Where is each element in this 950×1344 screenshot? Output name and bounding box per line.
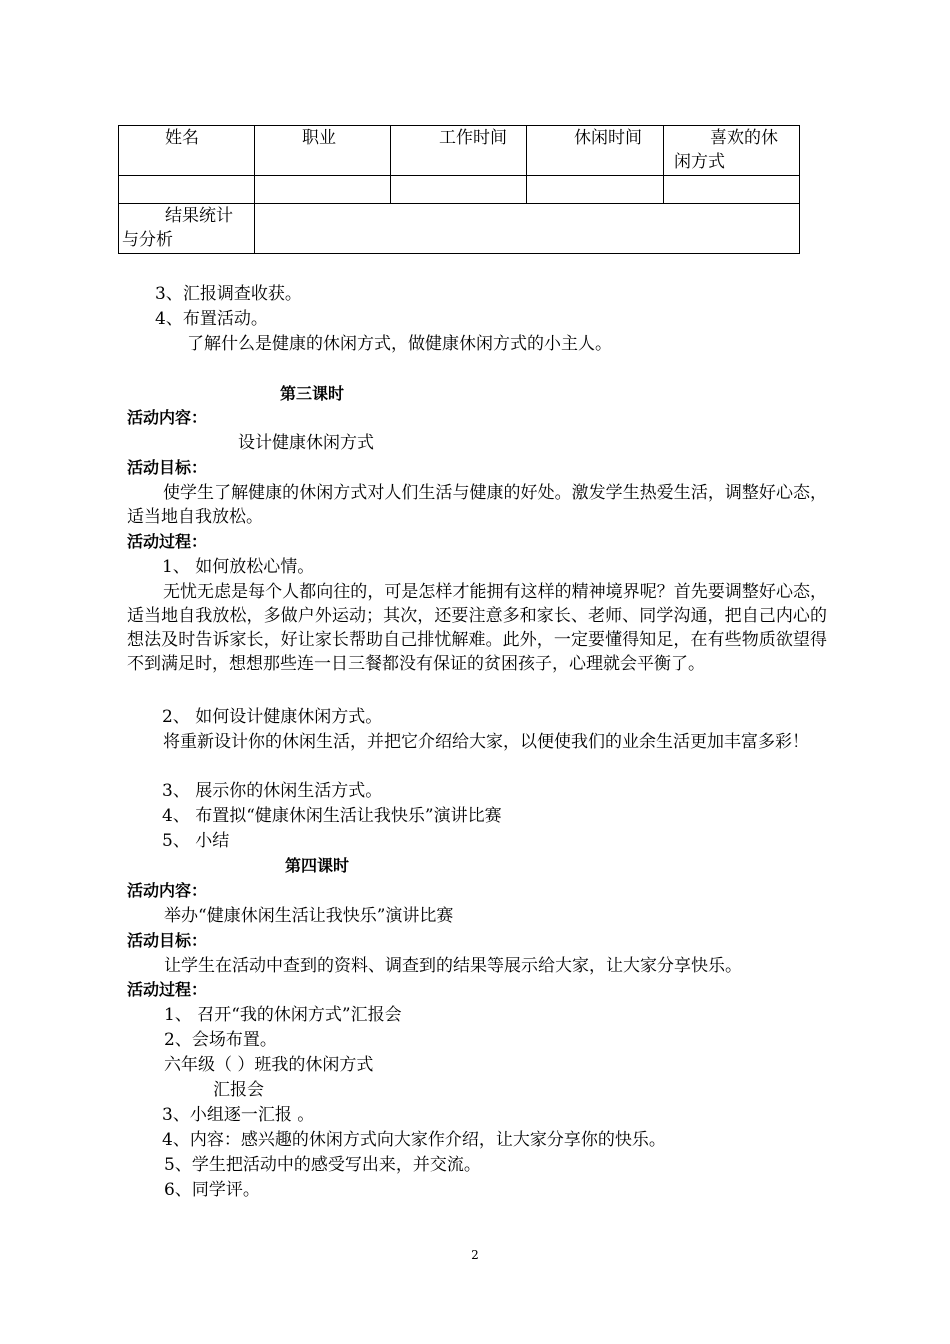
table-cell bbox=[119, 176, 255, 204]
table-cell bbox=[255, 176, 391, 204]
section-label: 活动目标： bbox=[127, 458, 208, 477]
section-content: 举办“健康休闲生活让我快乐”演讲比赛 bbox=[164, 906, 454, 926]
table-cell bbox=[527, 176, 664, 204]
section-label: 活动过程： bbox=[127, 980, 208, 999]
table-cell bbox=[664, 176, 800, 204]
step-item: 6、同学评。 bbox=[164, 1180, 260, 1200]
table-result-row bbox=[119, 204, 800, 254]
lesson-title: 第三课时 bbox=[280, 384, 345, 403]
banner-line: 六年级（ ）班我的休闲方式 bbox=[164, 1055, 374, 1075]
section-label: 活动目标： bbox=[127, 931, 208, 950]
step-item: 1、 召开“我的休闲方式”汇报会 bbox=[164, 1005, 402, 1025]
step-item: 2、会场布置。 bbox=[164, 1030, 277, 1050]
result-content-cell bbox=[255, 204, 800, 254]
table-cell bbox=[391, 176, 527, 204]
goal-paragraph: 让学生在活动中查到的资料、调查到的结果等展示给大家，让大家分享快乐。 bbox=[164, 956, 742, 976]
step-detail: 将重新设计你的休闲生活，并把它介绍给大家，以便使我们的业余生活更加丰富多彩！ bbox=[163, 732, 809, 752]
page-number: 2 bbox=[471, 1248, 479, 1262]
banner-line: 汇报会 bbox=[213, 1080, 264, 1100]
section-content: 设计健康休闲方式 bbox=[238, 433, 374, 453]
table-header-cell: 姓名 bbox=[119, 126, 255, 176]
step-item: 3、 展示你的休闲生活方式。 bbox=[162, 781, 383, 801]
section-label: 活动内容： bbox=[127, 408, 208, 427]
step-item: 5、 小结 bbox=[162, 831, 230, 851]
result-label-cell: 结果统计与分析 bbox=[119, 204, 255, 254]
table-header-cell: 休闲时间 bbox=[527, 126, 664, 176]
step-item: 4、布置活动。 bbox=[155, 309, 268, 329]
step-item: 3、汇报调查收获。 bbox=[155, 284, 302, 304]
lesson-title: 第四课时 bbox=[285, 856, 350, 875]
survey-table bbox=[118, 125, 800, 254]
step-item: 4、 布置拟“健康休闲生活让我快乐”演讲比赛 bbox=[162, 806, 502, 826]
table-header-cell: 喜欢的休闲方式 bbox=[664, 126, 800, 176]
step-detail: 无忧无虑是每个人都向往的，可是怎样才能拥有这样的精神境界呢？首先要调整好心态，适当地自我放松，多做户外运动；其次，还要注意多和家长、老师、同学沟通，把自己内心的想法及时告诉家长，好让家长帮助自己排忧解难。此外，一定要懂得知足，在有些物质欲望得不到满足时，想想那些连一日三餐都没有保证的贫困孩子，心理就会平衡了。 bbox=[127, 582, 827, 674]
table-header-row bbox=[119, 126, 800, 176]
step-item: 3、小组逐一汇报 。 bbox=[162, 1105, 315, 1125]
step-item: 2、 如何设计健康休闲方式。 bbox=[162, 707, 383, 727]
step-item: 4、内容：感兴趣的休闲方式向大家作介绍，让大家分享你的快乐。 bbox=[162, 1130, 666, 1150]
step-detail: 了解什么是健康的休闲方式，做健康休闲方式的小主人。 bbox=[187, 334, 612, 354]
table-header-cell: 工作时间 bbox=[391, 126, 527, 176]
step-item: 5、学生把活动中的感受写出来，并交流。 bbox=[164, 1155, 481, 1175]
table-header-cell: 职业 bbox=[255, 126, 391, 176]
table-row bbox=[119, 176, 800, 204]
goal-paragraph: 使学生了解健康的休闲方式对人们生活与健康的好处。激发学生热爱生活，调整好心态，适当地自我放松。 bbox=[127, 483, 827, 527]
section-label: 活动过程： bbox=[127, 532, 208, 551]
section-label: 活动内容： bbox=[127, 881, 208, 900]
step-item: 1、 如何放松心情。 bbox=[162, 557, 315, 577]
